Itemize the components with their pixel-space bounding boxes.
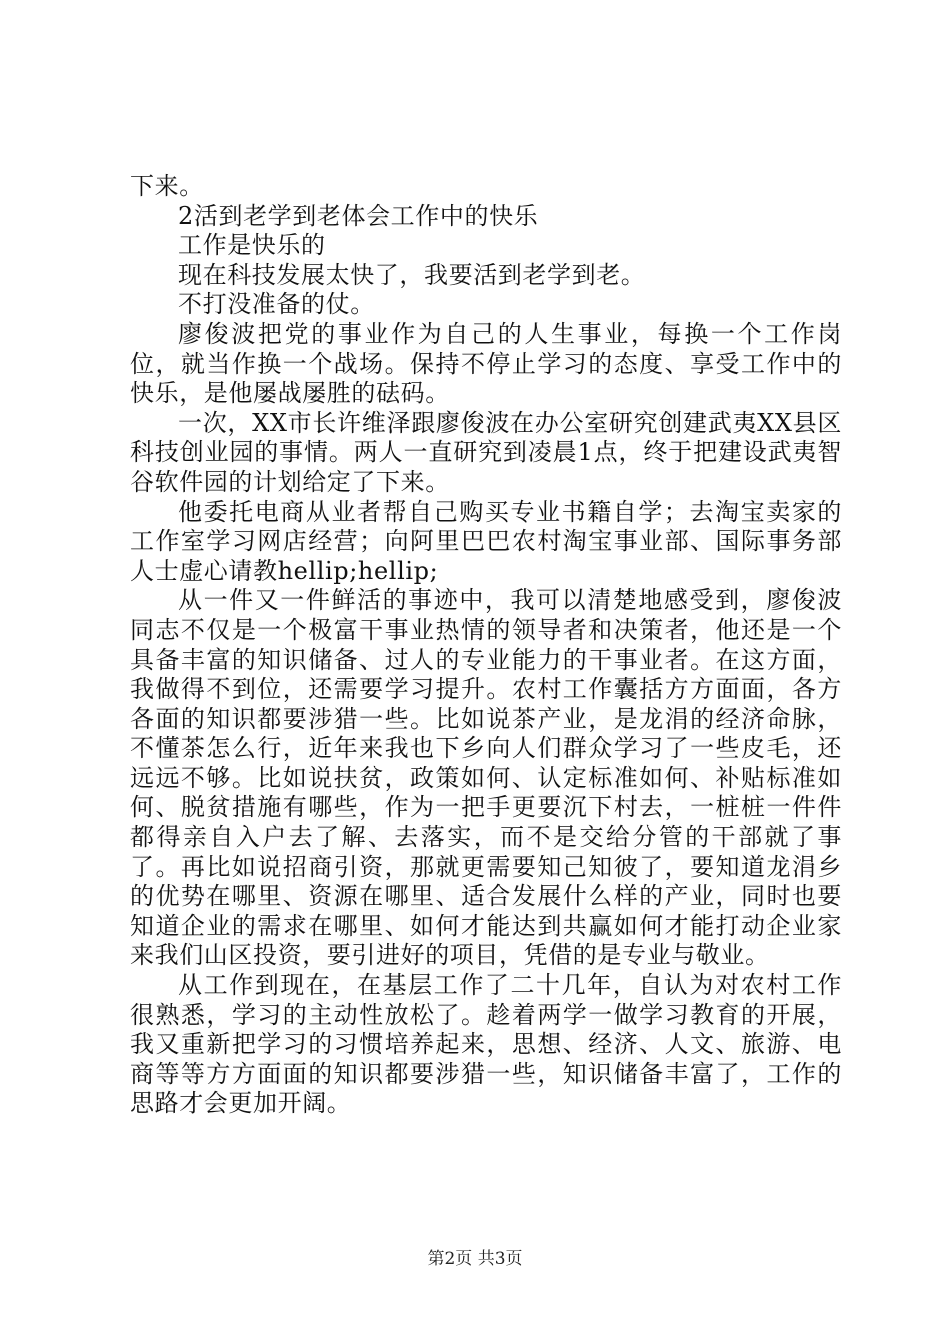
subheading: 工作是快乐的 [178, 231, 326, 260]
paragraph: 一次，XX市长许维泽跟廖俊波在办公室研究创建武夷XX县区科技创业园的事情。两人一直研究到凌晨1点，终于把建设武夷智谷软件园的计划给定了下来。 [130, 408, 842, 496]
paragraph-continuation: 下来。 [130, 172, 204, 200]
paragraph: 从一件又一件鲜活的事迹中，我可以清楚地感受到，廖俊波同志不仅是一个极富干事业热情的领导者和决策者，他还是一个具备丰富的知识储备、过人的专业能力的干事业者。在这方面，我做得不到位，还需要学习提升。农村工作囊括方方面面，各方各面的知识都要涉猎一些。比如说茶产业，是龙涓的经济命脉，不懂茶怎么行，近年来我也下乡向人们群众学习了一些皮毛，还远远不够。比如说扶贫，政策如何、认定标准如何、补贴标准如何、脱贫措施有哪些，作为一把手更要沉下村去，一桩桩一件件都得亲自入户去了解、去落实，而不是交给分管的干部就了事了。再比如说招商引资，那就更需要知己知彼了，要知道龙涓乡的优势在哪里、资源在哪里、适合发展什么样的产业，同时也要知道企业的需求在哪里、如何才能达到共赢如何才能打动企业家来我们山区投资，要引进好的项目，凭借的是专业与敬业。 [130, 586, 842, 970]
paragraph: 从工作到现在，在基层工作了二十几年，自认为对农村工作很熟悉，学习的主动性放松了。趁着两学一做学习教育的开展，我又重新把学习的习惯培养起来，思想、经济、人文、旅游、电商等等方方面面的知识都要涉猎一些，知识储备丰富了，工作的思路才会更加开阔。 [130, 971, 842, 1118]
page-number-footer: 第2页 共3页 [427, 1249, 523, 1269]
document-body [130, 172, 842, 1119]
paragraph: 他委托电商从业者帮自己购买专业书籍自学；去淘宝卖家的工作室学习网店经营；向阿里巴巴农村淘宝事业部、国际事务部人士虚心请教hellip;hellip; [130, 497, 842, 585]
paragraph: 现在科技发展太快了，我要活到老学到老。 [178, 260, 646, 289]
paragraph: 不打没准备的仗。 [178, 290, 375, 319]
section-heading: 2活到老学到老体会工作中的快乐 [178, 201, 539, 230]
paragraph: 廖俊波把党的事业作为自己的人生事业，每换一个工作岗位，就当作换一个战场。保持不停止学习的态度、享受工作中的快乐，是他屡战屡胜的砝码。 [130, 319, 842, 408]
